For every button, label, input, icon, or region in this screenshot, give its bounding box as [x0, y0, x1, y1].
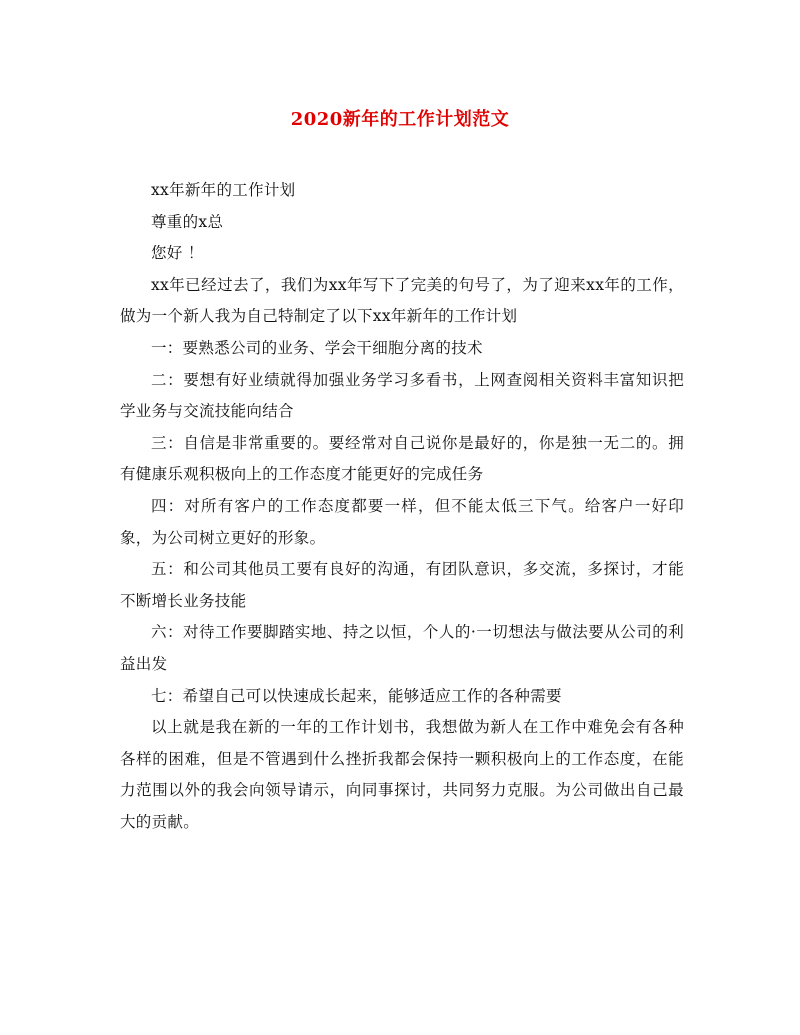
paragraph-salutation: 尊重的x总	[151, 212, 224, 231]
paragraph-item-1: 一：要熟悉公司的业务、学会干细胞分离的技术	[151, 338, 483, 357]
paragraph-conclusion: 以上就是我在新的一年的工作计划书，我想做为新人在工作中难免会有各种各样的困难，但是不管遇到什么挫折我都会保持一颗积极向上的工作态度，在能力范围以外的我会向领导请示，向同事探讨，共同努力克服。为公司做出自己最大的贡献。	[120, 718, 684, 831]
document-body	[120, 175, 684, 838]
paragraph-item-6: 六：对待工作要脚踏实地、持之以恒，个人的·一切想法与做法要从公司的利益出发	[120, 623, 684, 673]
paragraph-plan-heading: xx年新年的工作计划	[151, 181, 296, 199]
paragraph-item-3: 三：自信是非常重要的。要经常对自己说你是最好的，你是独一无二的。拥有健康乐观积极向上的工作态度才能更好的完成任务	[120, 433, 684, 484]
paragraph-item-4: 四：对所有客户的工作态度都要一样，但不能太低三下气。给客户一好印象，为公司树立更好的形象。	[120, 496, 684, 547]
paragraph-item-7: 七：希望自己可以快速成长起来，能够适应工作的各种需要	[151, 686, 562, 705]
paragraph-greeting: 您好 ！	[151, 244, 204, 263]
paragraph-item-5: 五：和公司其他员工要有良好的沟通，有团队意识，多交流，多探讨，才能不断增长业务技能	[120, 560, 684, 610]
document-title: 2020新年的工作计划范文	[290, 109, 510, 130]
paragraph-item-2: 二：要想有好业绩就得加强业务学习多看书，上网查阅相关资料丰富知识把学业务与交流技能向结合	[120, 370, 684, 421]
paragraph-intro: xx年已经过去了，我们为xx年写下了完美的句号了，为了迎来xx年的工作，做为一个新人我为自己特制定了以下xx年新年的工作计划	[120, 275, 684, 326]
